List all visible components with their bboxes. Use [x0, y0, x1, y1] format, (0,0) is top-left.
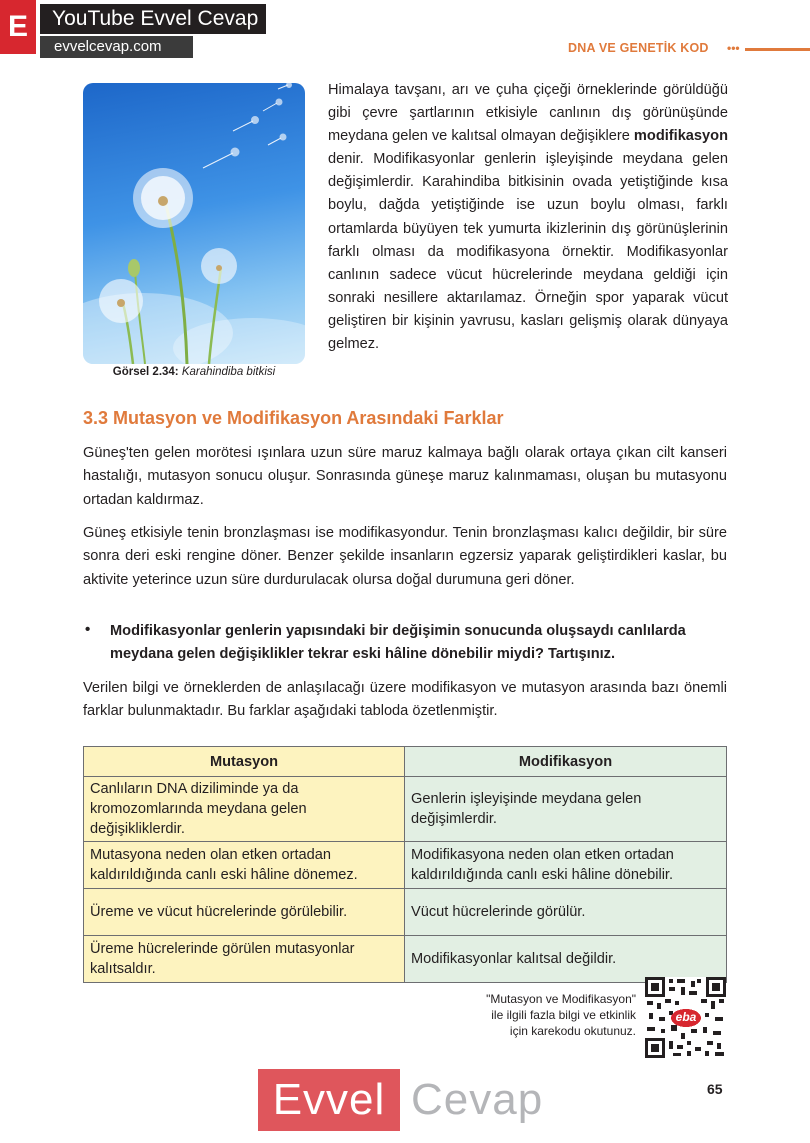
table-row [84, 842, 727, 889]
discussion-question: Modifikasyonlar genlerin yapısındaki bir değişimin sonucunda oluşsaydı canlılarda meydana gelen değişiklikler tekrar eski hâline dönebilir miydi? Tartışınız. [110, 623, 686, 663]
section-heading: 3.3 Mutasyon ve Modifikasyon Arasındaki Farklar [83, 408, 504, 428]
watermark-cevap: Cevap [411, 1075, 544, 1124]
modifikasyon-cell: Modifikasyonlar kalıtsal değildir. [405, 936, 727, 983]
header-modifikasyon: Modifikasyon [405, 747, 727, 777]
modifikasyon-cell: Vücut hücrelerinde görülür. [405, 889, 727, 936]
paragraph-modification-example: Güneş etkisiyle tenin bronzlaşması ise modifikasyondur. Tenin bronzlaşması kalıcı değildir, bir süre sonra deri eski rengine döner. Benzer şekilde insanların egzersiz yaparak geliştirdikleri kaslar, bu aktivite yeterince uzun süre durdurulacak olursa doğal durumuna geri döner. [83, 525, 727, 588]
table-row [84, 936, 727, 983]
table-row [84, 889, 727, 936]
eba-badge: eba [675, 1010, 697, 1024]
qr-note-line: ile ilgili fazla bilgi ve etkinlik [491, 1008, 636, 1022]
mutasyon-cell: Mutasyona neden olan etken ortadan kaldırıldığında canlı eski hâline dönemez. [84, 842, 405, 889]
paragraph-summary: Verilen bilgi ve örneklerden de anlaşılacağı üzere modifikasyon ve mutasyon arasında bazı önemli farklar bulunmaktadır. Bu farklar aşağıdaki tabloda özetlenmiştir. [83, 680, 727, 720]
page-number: 65 [707, 1081, 723, 1097]
intro-text-2: denir. Modifikasyonlar genlerin işleyişinde meydana gelen değişimlerdir. Karahindiba bitkisinin ovada yetiştiğinde kısa boylu, dağda yetiştiğinde ise uzun boylu olması, farklı ortamlarda büyüyen tek yumurta ikizlerinin dış görünüşlerinin farklı olması da modifikasyona örnektir. Modifikasyonlar canlının sadece vücut hücrelerinde meydana geldiği için sonraki nesillere aktarılamaz. Örneğin spor yaparak vücut geliştiren bir kişinin yavrusu, kasları gelişmiş olarak dünyaya gelmez. [328, 151, 728, 353]
qr-note-line: için karekodu okutunuz. [509, 1024, 636, 1038]
figure-caption [83, 366, 305, 378]
qr-note [440, 991, 636, 1039]
brand-logo: E [0, 0, 36, 54]
modifikasyon-cell: Modifikasyona neden olan etken ortadan kaldırıldığında canlı eski hâline dönebilir. [405, 842, 727, 889]
figure-label: Görsel 2.34: [112, 366, 179, 378]
chapter-title: DNA VE GENETİK KOD [568, 41, 709, 55]
modifikasyon-cell: Genlerin işleyişinde meydana gelen değişimlerdir. [405, 777, 727, 842]
mutasyon-cell: Canlıların DNA diziliminde ya da kromozomlarında meydana gelen değişikliklerdir. [84, 777, 405, 842]
intro-text-1: Himalaya tavşanı, arı ve çuha çiçeği örneklerinde görüldüğü gibi çevre şartlarının etkisiyle canlının dış görünüşünde meydana gelen ve kalıtsal olmayan değişiklere [328, 82, 728, 145]
watermark-evvel: Evvel [258, 1069, 400, 1131]
chapter-dots: ••• [727, 41, 740, 55]
paragraph-mutation-example: Güneş'ten gelen morötesi ışınlara uzun süre maruz kalmaya bağlı olarak ortaya çıkan cilt kanseri hastalığı, mutasyon sonucu oluşur. Sonrasında güneşe maruz kalınmaması, oluşan bu mutasyonu ortadan kaldırmaz. [83, 445, 727, 508]
modifikasyon-term: modifikasyon [633, 128, 728, 145]
comparison-table [83, 746, 727, 983]
table-header-row [84, 747, 727, 777]
table-row [84, 777, 727, 842]
dandelion-photo [83, 83, 305, 364]
mutasyon-cell: Üreme ve vücut hücrelerinde görülebilir. [84, 889, 405, 936]
chapter-divider [745, 48, 810, 51]
qr-code[interactable] [645, 977, 726, 1058]
bullet-mark: • [85, 621, 91, 638]
brand-title[interactable]: YouTube Evvel Cevap [40, 4, 266, 34]
mutasyon-cell: Üreme hücrelerinde görülen mutasyonlar kalıtsaldır. [84, 936, 405, 983]
brand-site[interactable]: evvelcevap.com [40, 36, 193, 58]
qr-note-line: "Mutasyon ve Modifikasyon" [486, 992, 636, 1006]
header-mutasyon: Mutasyon [84, 747, 405, 777]
figure-caption-text: Karahindiba bitkisi [181, 366, 276, 378]
intro-paragraph [328, 79, 728, 356]
